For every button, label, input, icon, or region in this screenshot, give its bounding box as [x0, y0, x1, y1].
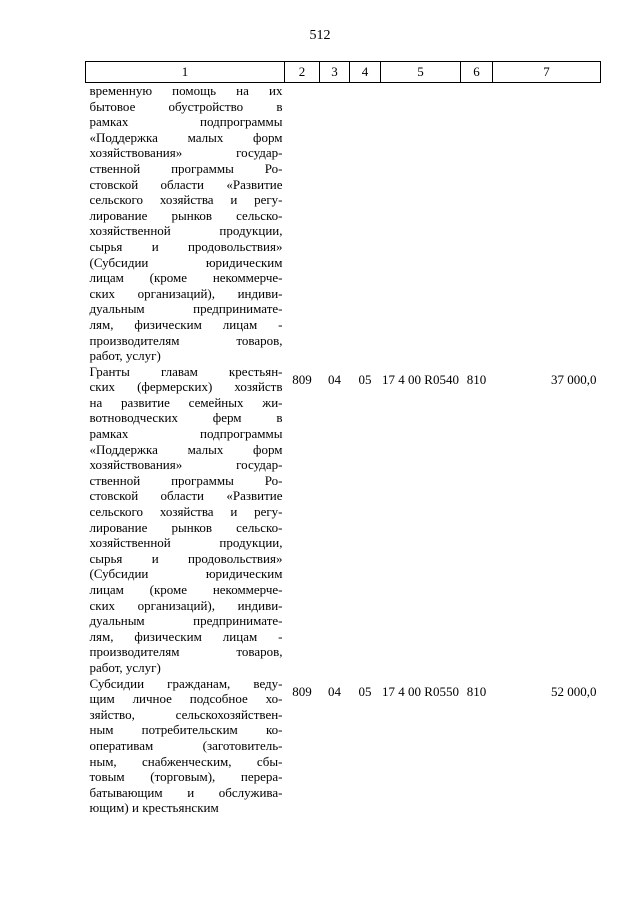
description-line: лицам (кроме некоммерче-: [89, 582, 283, 597]
cell-section: 04: [328, 683, 341, 699]
row-description: [86, 83, 285, 364]
description-line: хозяйственной продукции,: [89, 535, 283, 551]
description-line: сельского хозяйства и регу-: [89, 504, 283, 520]
description-line: Субсидии гражданам, веду-: [89, 675, 283, 691]
description-line: производителям товаров,: [89, 332, 283, 348]
description-line: вотноводческих ферм в: [89, 410, 283, 426]
description-line: сырья и продовольствия»: [89, 238, 283, 254]
description-line: лирование рынков сельско-: [89, 519, 283, 535]
description-line: дуальным предпринимате-: [89, 301, 283, 317]
header-col-7: 7: [493, 62, 601, 83]
description-line: сырья и продовольствия»: [89, 550, 283, 566]
description-line: хозяйствования» государ-: [89, 457, 283, 473]
row-description: [86, 364, 285, 676]
description-line: «Поддержка малых форм: [89, 129, 283, 145]
page-number: 512: [309, 28, 331, 43]
cell-chapter: 809: [292, 683, 312, 699]
description-line: на развитие семейных жи-: [89, 394, 283, 410]
description-line: «Поддержка малых форм: [89, 441, 283, 457]
cell-target-article: 17 4 00 R0540: [382, 371, 459, 387]
description-line: хозяйственной продукции,: [89, 223, 283, 239]
cell-subsection: 05: [358, 371, 372, 387]
description-line: ющим) и крестьянским: [89, 800, 219, 816]
description-line: временную помощь на их: [89, 83, 283, 98]
description-line: Гранты главам крестьян-: [89, 363, 283, 379]
description-line: дуальным предпринимате-: [89, 613, 283, 629]
description-line: хозяйствования» государ-: [89, 145, 283, 161]
description-line: стовской области «Развитие: [89, 176, 283, 192]
header-col-2: 2: [285, 62, 320, 83]
description-line: лям, физическим лицам -: [89, 628, 283, 644]
cell-amount: 52 000,0: [551, 683, 597, 699]
cell-chapter: [285, 83, 320, 364]
header-col-6: 6: [461, 62, 493, 83]
cell-expense-type: 810: [466, 371, 487, 387]
cell-amount: 37 000,0: [551, 371, 597, 387]
description-line: оперативам (заготовитель-: [89, 737, 283, 753]
description-line: работ, услуг): [89, 659, 161, 675]
header-col-4: 4: [350, 62, 381, 83]
cell-chapter: 809: [292, 371, 312, 387]
description-line: ских организаций), индиви-: [89, 597, 283, 613]
description-line: лицам (кроме некоммерче-: [89, 270, 283, 286]
description-line: (Субсидии юридическим: [89, 566, 283, 582]
table-row: [86, 83, 601, 364]
cell-expense-type: [461, 83, 493, 364]
description-line: сельского хозяйства и регу-: [89, 192, 283, 208]
description-line: батывающим и обслужива-: [89, 784, 283, 800]
budget-table: [85, 61, 601, 816]
description-line: ственной программы Ро-: [89, 160, 283, 176]
description-line: ным, снабженческим, сбы-: [89, 753, 283, 769]
row-description: [86, 676, 285, 816]
description-line: бытовое обустройство в: [89, 98, 283, 114]
table-row: [86, 676, 601, 816]
description-line: (Субсидии юридическим: [89, 254, 283, 270]
description-line: зяйство, сельскохозяйствен-: [89, 706, 283, 722]
cell-section: 04: [328, 371, 341, 387]
description-line: ских (фермерских) хозяйств: [89, 379, 283, 395]
cell-expense-type: 810: [466, 683, 487, 699]
header-col-3: 3: [320, 62, 350, 83]
description-line: стовской области «Развитие: [89, 488, 283, 504]
description-line: рамках подпрограммы: [89, 426, 283, 442]
cell-amount: [493, 83, 601, 364]
table-row: [86, 364, 601, 676]
header-col-1: 1: [86, 62, 285, 83]
cell-target-article: 17 4 00 R0550: [382, 683, 459, 699]
description-line: работ, услуг): [89, 348, 161, 364]
cell-subsection: [350, 83, 381, 364]
cell-subsection: 05: [358, 683, 372, 699]
description-line: ным потребительским ко-: [89, 722, 283, 738]
description-line: товым (торговым), перера-: [89, 769, 283, 785]
header-row: [86, 62, 601, 83]
header-col-5: 5: [381, 62, 461, 83]
description-line: щим личное подсобное хо-: [89, 691, 283, 707]
description-line: производителям товаров,: [89, 644, 283, 660]
description-line: лирование рынков сельско-: [89, 207, 283, 223]
description-line: лям, физическим лицам -: [89, 316, 283, 332]
description-line: ственной программы Ро-: [89, 472, 283, 488]
cell-target-article: [381, 83, 461, 364]
description-line: ских организаций), индиви-: [89, 285, 283, 301]
description-line: рамках подпрограммы: [89, 114, 283, 130]
cell-section: [320, 83, 350, 364]
